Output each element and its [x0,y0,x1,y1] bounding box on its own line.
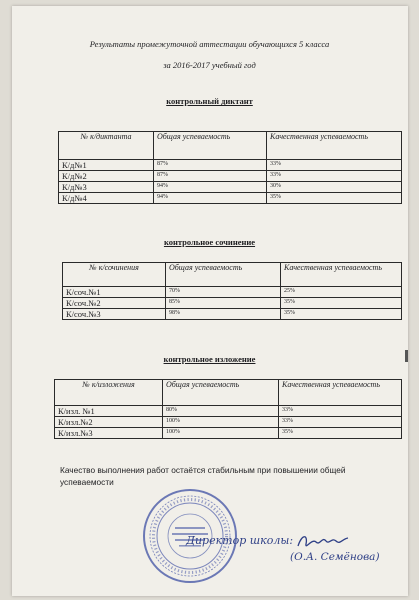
table-row [59,171,402,182]
total-value: 87% [154,160,267,171]
quality-value: 35% [281,298,402,309]
summary-table [54,379,402,439]
column-header: № к/сочинения [63,263,166,287]
table-row [63,298,402,309]
quality-value: 35% [279,428,402,439]
total-value: 87% [154,171,267,182]
table-row [55,428,402,439]
signature-name: (О.А. Семёнова) [290,551,380,563]
quality-value: 33% [267,171,402,182]
column-header: Качественная успеваемость [279,380,402,406]
section-heading-essay: контрольное сочинение [163,237,256,247]
total-value: 98% [166,309,281,320]
academic-year: за 2016-2017 учебный год [163,60,256,70]
column-header: Общая успеваемость [166,263,281,287]
total-value: 70% [166,287,281,298]
total-value: 94% [154,193,267,204]
row-label: К/изл. №1 [55,406,163,417]
quality-value: 33% [279,406,402,417]
section-heading-dictation: контрольный диктант [166,96,253,106]
row-label: К/изл.№3 [55,428,163,439]
column-header: Общая успеваемость [154,132,267,160]
conclusion-text: Качество выполнения работ остаётся стабильным при повышении общей успеваемости [60,465,346,487]
quality-value: 35% [267,193,402,204]
quality-value: 33% [279,417,402,428]
edge-mark [405,350,408,362]
table-header-row [63,263,402,287]
row-label: К/д№3 [59,182,154,193]
row-label: К/д№2 [59,171,154,182]
table-row [63,309,402,320]
section-heading-summary: контрольное изложение [163,354,256,364]
table-row [55,417,402,428]
row-label: К/д№1 [59,160,154,171]
total-value: 100% [163,417,279,428]
total-value: 80% [163,406,279,417]
essay-table [62,262,402,320]
column-header: № к/изложения [55,380,163,406]
total-value: 85% [166,298,281,309]
row-label: К/соч.№1 [63,287,166,298]
table-row [59,182,402,193]
row-label: К/соч.№2 [63,298,166,309]
table-row [55,406,402,417]
column-header: Общая успеваемость [163,380,279,406]
table-row [59,193,402,204]
column-header: Качественная успеваемость [267,132,402,160]
quality-value: 25% [281,287,402,298]
quality-value: 33% [267,160,402,171]
table-header-row [55,380,402,406]
signature-scribble-icon [296,532,350,552]
column-header: № к/диктанта [59,132,154,160]
document-title: Результаты промежуточной аттестации обучающихся 5 класса [89,39,330,49]
dictation-table [58,131,402,204]
column-header: Качественная успеваемость [281,263,402,287]
signature-role: Директор школы: [186,534,294,547]
table-header-row [59,132,402,160]
row-label: К/изл.№2 [55,417,163,428]
row-label: К/соч.№3 [63,309,166,320]
row-label: К/д№4 [59,193,154,204]
table-row [59,160,402,171]
total-value: 100% [163,428,279,439]
table-row [63,287,402,298]
quality-value: 35% [281,309,402,320]
total-value: 94% [154,182,267,193]
quality-value: 30% [267,182,402,193]
